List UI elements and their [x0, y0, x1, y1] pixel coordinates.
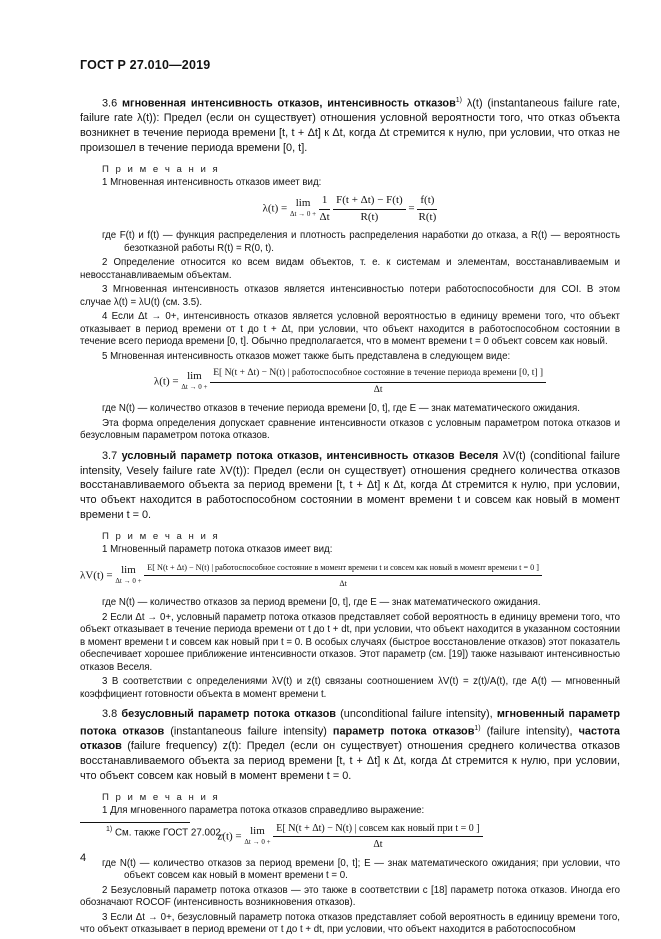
- page-number: 4: [80, 852, 87, 864]
- formula-failure-rate: [80, 194, 620, 224]
- notes-title: П р и м е ч а н и я: [102, 791, 220, 803]
- note-2: 2 Определение относится ко всем видам объектов, т. е. к системам и элементам, восстанавливаемым и невосстанавливаемым объектам.: [80, 257, 620, 281]
- formula-unconditional-intensity: z(t) = lim Δt → 0 + $\frac{\text{E[ N(t + Δt) − N(t) | совсем как новый при t = 0 ]}}{\Delta t}$: [80, 822, 620, 852]
- note-5-where: где N(t) — количество отказов в течение периода времени [0, t], где E — знак математического ожидания.: [102, 403, 580, 415]
- term-bold: условный параметр потока отказов, интенсивность отказов Веселя: [121, 449, 499, 462]
- standard-header: ГОСТ Р 27.010—2019: [80, 58, 211, 72]
- formula-failure-rate-alt: λ(t) = lim Δt → 0 + E[ N(t + Δt) − N(t) | работоспособное состояние в течение периода времени [0, t] ] Δt: [80, 367, 620, 397]
- note-3: 3 Мгновенная интенсивность отказов является интенсивностью потери работоспособности для COI. В этом случае λ(t) = λU(t) (см. 3.5).: [80, 284, 620, 308]
- footnote-ref: 1): [455, 97, 463, 104]
- note-1-where: где N(t) — количество отказов за период времени [0, t]; E — знак математического ожидания; при условии, что объект совсем как новый в момент времени t = 0.: [102, 857, 620, 882]
- fraction-result: $\frac{f(t)}{R(t)}$: [418, 193, 437, 223]
- note-3: 3 Если Δt → 0+, безусловный параметр потока отказов представляет собой вероятность в единицу времени того, что объект отказывает в период времени от t до t + dt, при условии, что объект находится в работоспособном: [80, 911, 620, 936]
- term-bold: мгновенная интенсивность отказов, интенсивность отказов: [121, 97, 456, 110]
- notes-title: П р и м е ч а н и я: [102, 530, 220, 542]
- section-3-8: 3.8 безусловный параметр потока отказов (unconditional failure intensity), мгновенный параметр потока отказов (instantaneous failure intensity) параметр потока отказов$^{1)}$ (failure intensity), частота отказов (failure frequency) z(t): Предел (если он существует) отношения среднего количества отказов восстанавливаемого объекта за период времени [t, t + Δt] к Δt, когда Δt стремится к нулю, при условии, что объект совсем как новый в момент времени t = 0.: [80, 708, 621, 782]
- note-1-where: где N(t) — количество отказов за период времени [0, t], где E — знак математического ожидания.: [102, 597, 541, 609]
- page-body: [80, 94, 620, 939]
- note-2: 2 Безусловный параметр потока отказов — это также в соответствии с [18] параметр потока отказов. Иногда его обозначают ROCOF (интенсивность возникновения отказов).: [80, 884, 620, 909]
- note-5-comment: Эта форма определения допускает сравнение интенсивности отказов с условным параметром потока отказов и безусловным параметром потока отказов.: [80, 417, 620, 442]
- limit-operator: lim Δt → 0 +: [289, 197, 317, 218]
- note-4: 4 Если Δt → 0+, интенсивность отказов является условной вероятностью в единицу времени того, что объект отказывает в период времени от t до t + Δt, при условии, что объект находится в работоспособном состоянии в течение всего периода времени [0, t]. Обычно предполагается, что в момент времени t = 0 объект совсем как новый.: [80, 311, 620, 348]
- note-3: 3 В соответствии с определениями λV(t) и z(t) связаны соотношением λV(t) = z(t)/A(t), где A(t) — мгновенный коэффициент готовности объекта в момент времени t.: [80, 676, 620, 700]
- note-1: 1 Мгновенная интенсивность отказов имеет вид:: [102, 177, 322, 189]
- note-5: 5 Мгновенная интенсивность отказов может также быть представлена в следующем виде:: [102, 350, 511, 362]
- section-3-6: [80, 94, 620, 156]
- note-2: 2 Если Δt → 0+, условный параметр потока отказов представляет собой вероятность в единицу времени того, что объект отказывает в течение периода времени от t до t + dt, при условии, что объект находится в указанном состоянии в момент времени t и совсем как новый при t = 0. В особых случаях (быстрое восстановление отказов) этот показатель обеспечивает хорошее приближение интенсивности отказов. Этот параметр (см. [19]) также называют интенсивностью отказов Веселя.: [80, 611, 620, 673]
- note-1: 1 Для мгновенного параметра потока отказов справедливо выражение:: [102, 805, 425, 817]
- formula-conditional-intensity: λV(t) = lim Δt → 0 + E[ N(t + Δt) − N(t) | работоспособное состояние в момент времени t и совсем как новый в момент времени t = 0 ] Δt: [80, 561, 620, 591]
- fraction-main: $\frac{F(t + \Delta t) - F(t)}{R(t)}$: [333, 194, 406, 224]
- formula-equals: =: [408, 202, 415, 215]
- section-number: 3.6: [102, 97, 118, 110]
- notes-title: П р и м е ч а н и я: [102, 163, 220, 175]
- formula-lhs: λ(t) =: [262, 202, 288, 215]
- note-1: 1 Мгновенный параметр потока отказов имеет вид:: [102, 544, 333, 556]
- fraction-expectation: E[ N(t + Δt) − N(t) | работоспособное состояние в течение периода времени [0, t] ] Δt: [210, 367, 546, 397]
- note-1-where: где F(t) и f(t) — функция распределения и плотность распределения наработки до отказа, а R(t) — вероятность безотказной работы R(t) = R(0, t).: [102, 230, 620, 254]
- footnote-divider: [80, 822, 190, 823]
- footnote: $^{1)}$ См. также ГОСТ 27.002.: [106, 826, 224, 839]
- fraction-coefficient: $\frac{1}{\Delta t}$: [319, 193, 330, 223]
- section-3-7: 3.7 условный параметр потока отказов, интенсивность отказов Веселя λV(t) (conditional failure intensity, Vesely failure rate λV(t)): Предел (если он существует) отношения среднего количества отказов восстанавливаемого объекта за период времени [t, t + Δt] к Δt, когда Δt стремится к нулю, при условии, что объект находится в работоспособном состоянии в момент времени t и совсем как новый в момент времени t = 0.: [80, 449, 621, 521]
- section-text: λ(t) (instantaneous failure rate, failure rate λ(t)): Предел (если он существует) отношения условной вероятности того, что отказ объекта возникнет в течение периода времени [t, t + Δt] к Δt, когда Δt стремится к нулю, при условии, что отказ не произошел в течение периода времени [0, t].: [80, 97, 620, 155]
